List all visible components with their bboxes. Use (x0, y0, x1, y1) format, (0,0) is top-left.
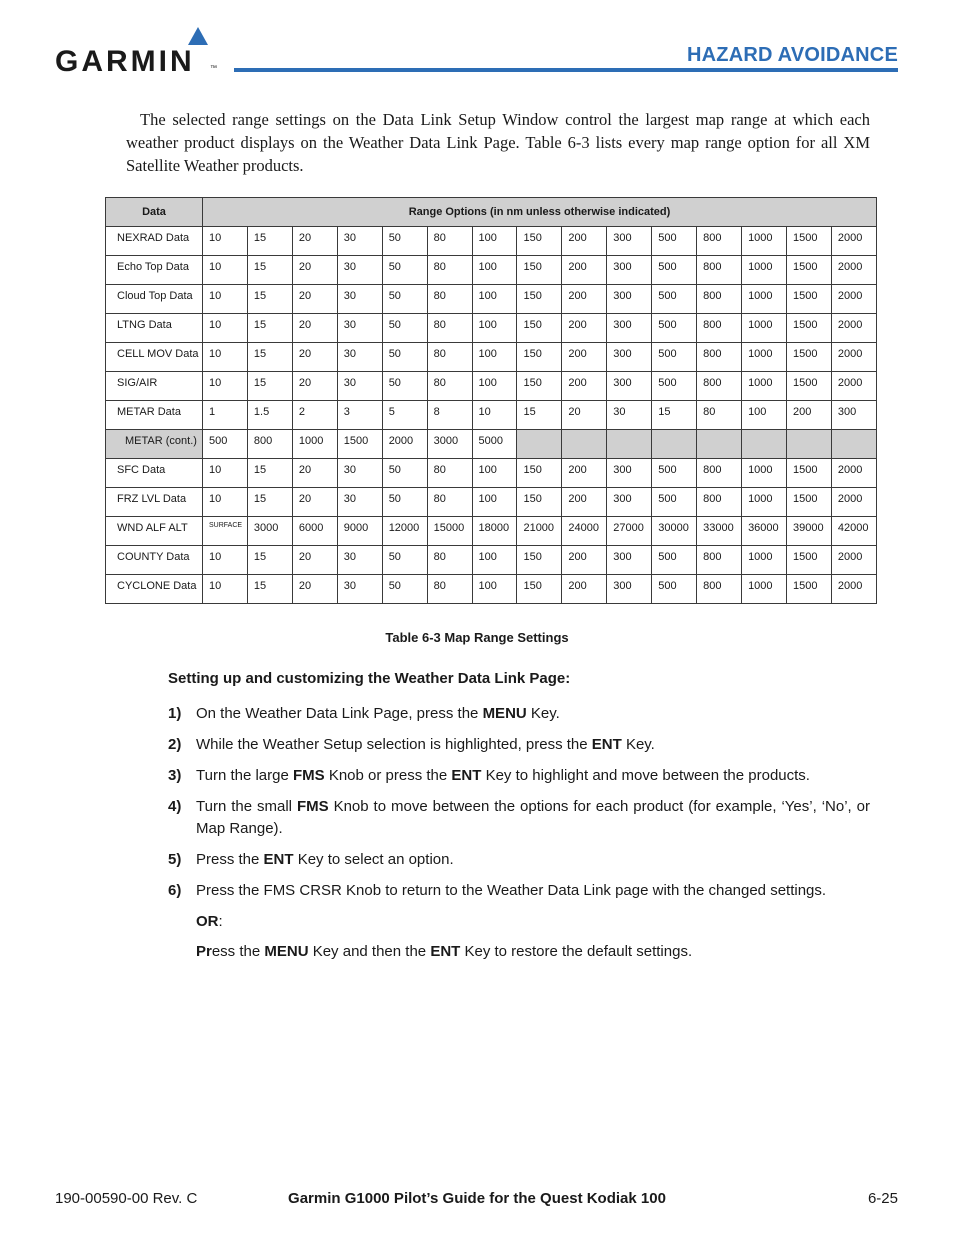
table-row (106, 488, 877, 517)
range-cell: 10 (203, 227, 248, 256)
range-cell: 150 (517, 575, 562, 604)
garmin-logo (55, 27, 220, 78)
header-rule (234, 68, 898, 72)
key-name: Pr (196, 943, 212, 960)
range-cell: 100 (472, 575, 517, 604)
table-row (106, 256, 877, 285)
range-cell: 300 (607, 459, 652, 488)
range-cell: 300 (607, 285, 652, 314)
range-cell: 2000 (831, 575, 876, 604)
range-cell (831, 430, 876, 459)
range-cell: 10 (203, 546, 248, 575)
step-text-part: While the Weather Setup selection is highlighted, press the (196, 736, 592, 753)
steps-title: Setting up and customizing the Weather Data Link Page: (168, 670, 571, 687)
step-number: 4) (168, 798, 182, 815)
footer-part-number: 190-00590-00 Rev. C (55, 1190, 198, 1207)
map-range-table (105, 197, 877, 604)
range-cell: 18000 (472, 517, 517, 546)
range-cell: 39000 (786, 517, 831, 546)
key-name: ENT (451, 767, 482, 784)
range-cell: 1000 (742, 372, 787, 401)
range-cell: 1000 (742, 227, 787, 256)
range-cell: 20 (292, 285, 337, 314)
row-label: SFC Data (106, 459, 203, 488)
step-item (168, 880, 870, 902)
range-cell: 3000 (247, 517, 292, 546)
range-cell: 300 (607, 546, 652, 575)
section-title: HAZARD AVOIDANCE (687, 44, 898, 66)
range-cell: 80 (427, 285, 472, 314)
step-text-part: On the Weather Data Link Page, press the (196, 705, 483, 722)
range-cell: 150 (517, 372, 562, 401)
range-cell: 20 (292, 314, 337, 343)
range-cell: 80 (697, 401, 742, 430)
table-row (106, 430, 877, 459)
key-name: ENT (591, 736, 622, 753)
step-text-part: ess the (211, 943, 265, 960)
range-cell: 50 (382, 285, 427, 314)
step-item (168, 703, 870, 725)
range-cell: 5000 (472, 430, 517, 459)
range-cell: 150 (517, 459, 562, 488)
range-cell: 10 (472, 401, 517, 430)
range-cell: 15 (247, 459, 292, 488)
range-cell: 20 (292, 488, 337, 517)
step-number: 5) (168, 851, 182, 868)
range-cell: 800 (697, 314, 742, 343)
range-cell: 2000 (831, 314, 876, 343)
range-cell: 15 (247, 256, 292, 285)
key-name: MENU (482, 705, 527, 722)
row-label: NEXRAD Data (106, 227, 203, 256)
range-cell: 800 (697, 285, 742, 314)
range-cell: 150 (517, 227, 562, 256)
range-cell: 1500 (337, 430, 382, 459)
key-name: FMS (293, 767, 325, 784)
range-cell: 10 (203, 459, 248, 488)
range-cell: 2000 (831, 488, 876, 517)
range-cell: 50 (382, 546, 427, 575)
range-cell: 80 (427, 575, 472, 604)
range-cell: 500 (652, 343, 697, 372)
range-cell: 15 (517, 401, 562, 430)
range-cell: 1000 (742, 343, 787, 372)
range-cell: 15 (247, 227, 292, 256)
range-cell: 2000 (831, 459, 876, 488)
key-name: ENT (430, 943, 461, 960)
range-cell: 30 (337, 256, 382, 285)
table-row (106, 459, 877, 488)
range-cell: 1500 (786, 372, 831, 401)
range-cell: 800 (697, 372, 742, 401)
range-cell: 1500 (786, 546, 831, 575)
range-cell (742, 430, 787, 459)
range-cell: 30 (337, 372, 382, 401)
range-cell: 12000 (382, 517, 427, 546)
range-cell: 500 (652, 546, 697, 575)
table-row (106, 343, 877, 372)
range-cell: 150 (517, 256, 562, 285)
step-item (168, 796, 870, 840)
range-cell: 300 (607, 575, 652, 604)
step-number: 1) (168, 705, 182, 722)
range-cell: 2 (292, 401, 337, 430)
step-text (196, 796, 870, 840)
range-cell: 9000 (337, 517, 382, 546)
range-cell: 15 (247, 285, 292, 314)
range-cell: 800 (697, 459, 742, 488)
range-cell: 150 (517, 546, 562, 575)
step-text-part: Key. (526, 705, 560, 722)
range-cell: 300 (607, 256, 652, 285)
range-cell: 2000 (831, 546, 876, 575)
step-text-part: Key to select an option. (293, 851, 454, 868)
range-cell: 500 (652, 575, 697, 604)
row-label: CELL MOV Data (106, 343, 203, 372)
key-name: ENT (263, 851, 294, 868)
range-cell (786, 430, 831, 459)
range-cell: 2000 (831, 227, 876, 256)
range-cell: 50 (382, 488, 427, 517)
range-cell: 1500 (786, 575, 831, 604)
range-cell: 30 (607, 401, 652, 430)
range-cell: 200 (562, 314, 607, 343)
range-cell: 1500 (786, 459, 831, 488)
range-cell: 20 (292, 227, 337, 256)
row-label: METAR (cont.) (106, 430, 203, 459)
range-cell: 80 (427, 256, 472, 285)
range-cell: 100 (742, 401, 787, 430)
range-cell: 20 (292, 256, 337, 285)
step-item (168, 734, 870, 756)
range-cell: 15 (247, 343, 292, 372)
range-cell: 800 (697, 488, 742, 517)
range-cell: 5 (382, 401, 427, 430)
range-cell: 50 (382, 459, 427, 488)
range-cell: 1500 (786, 285, 831, 314)
range-cell: 100 (472, 227, 517, 256)
range-cell: 3 (337, 401, 382, 430)
range-cell: 30 (337, 459, 382, 488)
range-cell: 300 (607, 372, 652, 401)
range-cell: 50 (382, 227, 427, 256)
range-cell: 30 (337, 488, 382, 517)
table-header-row (106, 198, 877, 227)
range-cell: 150 (517, 314, 562, 343)
range-cell: 50 (382, 343, 427, 372)
table-row (106, 517, 877, 546)
step-text-part: Key. (621, 736, 655, 753)
range-cell: 42000 (831, 517, 876, 546)
step-number: 3) (168, 767, 182, 784)
range-cell: 1500 (786, 256, 831, 285)
range-cell: 24000 (562, 517, 607, 546)
range-cell: 200 (786, 401, 831, 430)
range-cell: 200 (562, 227, 607, 256)
alt-step (168, 941, 870, 963)
row-label: CYCLONE Data (106, 575, 203, 604)
range-cell: 80 (427, 459, 472, 488)
range-cell: 300 (607, 343, 652, 372)
range-cell: 20 (292, 343, 337, 372)
range-cell (517, 430, 562, 459)
step-number: 6) (168, 882, 182, 899)
range-cell: 80 (427, 227, 472, 256)
range-cell: 1000 (742, 256, 787, 285)
range-cell: 10 (203, 372, 248, 401)
range-cell: 300 (607, 227, 652, 256)
range-cell: 500 (652, 285, 697, 314)
range-cell: 30 (337, 546, 382, 575)
range-cell: 100 (472, 256, 517, 285)
table-row (106, 546, 877, 575)
table-caption: Table 6-3 Map Range Settings (385, 630, 569, 645)
range-cell: 80 (427, 343, 472, 372)
range-cell: 150 (517, 343, 562, 372)
row-label: SIG/AIR (106, 372, 203, 401)
row-label: WND ALF ALT (106, 517, 203, 546)
range-cell: 150 (517, 488, 562, 517)
range-cell: 15 (652, 401, 697, 430)
range-cell: 200 (562, 459, 607, 488)
row-label: Cloud Top Data (106, 285, 203, 314)
header-data: Data (106, 198, 203, 227)
row-label: Echo Top Data (106, 256, 203, 285)
logo-trademark: ™ (210, 65, 217, 72)
range-cell: 1500 (786, 227, 831, 256)
range-cell: 100 (472, 546, 517, 575)
range-cell: 30 (337, 314, 382, 343)
row-label: LTNG Data (106, 314, 203, 343)
step-text-part: Key to restore the default settings. (460, 943, 693, 960)
range-cell: 20 (292, 459, 337, 488)
range-cell: 100 (472, 285, 517, 314)
row-label: FRZ LVL Data (106, 488, 203, 517)
step-number: 2) (168, 736, 182, 753)
range-cell: 80 (427, 372, 472, 401)
range-cell: 50 (382, 256, 427, 285)
range-cell: 2000 (831, 343, 876, 372)
range-cell: 800 (697, 343, 742, 372)
range-cell: 30 (337, 227, 382, 256)
step-text-part: Turn the small (196, 798, 297, 815)
range-cell: 20 (292, 575, 337, 604)
range-cell: 800 (247, 430, 292, 459)
table-row (106, 285, 877, 314)
step-item (168, 849, 870, 871)
range-cell: 15000 (427, 517, 472, 546)
range-cell: 500 (652, 314, 697, 343)
range-cell: 1000 (292, 430, 337, 459)
logo-triangle-icon (188, 27, 208, 45)
range-cell: 100 (472, 459, 517, 488)
or-colon: : (218, 913, 223, 930)
table-row (106, 401, 877, 430)
range-cell: 3000 (427, 430, 472, 459)
step-text (196, 734, 870, 756)
range-cell (607, 430, 652, 459)
step-text (196, 703, 870, 725)
range-cell: 800 (697, 227, 742, 256)
range-cell: 300 (607, 488, 652, 517)
range-cell: 50 (382, 372, 427, 401)
row-label: METAR Data (106, 401, 203, 430)
range-cell: 8 (427, 401, 472, 430)
footer-page-number: 6-25 (867, 1190, 898, 1207)
range-cell: 2000 (831, 256, 876, 285)
range-cell: 27000 (607, 517, 652, 546)
range-cell (652, 430, 697, 459)
range-cell: 100 (472, 314, 517, 343)
range-cell: 10 (203, 256, 248, 285)
range-cell: 300 (831, 401, 876, 430)
range-cell: 30 (337, 285, 382, 314)
range-cell: 1500 (786, 343, 831, 372)
range-cell: 80 (427, 488, 472, 517)
range-cell: 300 (607, 314, 652, 343)
range-cell: 200 (562, 285, 607, 314)
table-row (106, 372, 877, 401)
range-cell: 500 (652, 488, 697, 517)
range-cell: 10 (203, 314, 248, 343)
range-cell: 21000 (517, 517, 562, 546)
step-text (196, 880, 870, 902)
range-cell: 30 (337, 343, 382, 372)
range-cell: 1000 (742, 459, 787, 488)
range-cell: 1000 (742, 285, 787, 314)
intro-paragraph: The selected range settings on the Data Link Setup Window control the largest map range at which each weather product displays on the Weather Data Link Page. Table 6-3 lists every map range option for all XM Satellite Weather products. (126, 110, 870, 175)
range-cell: 100 (472, 488, 517, 517)
range-cell: 200 (562, 372, 607, 401)
range-cell: 800 (697, 575, 742, 604)
range-cell: 20 (292, 372, 337, 401)
range-cell: 200 (562, 343, 607, 372)
range-cell: 33000 (697, 517, 742, 546)
or-label: OR (196, 913, 219, 930)
range-cell: 500 (652, 256, 697, 285)
range-cell: 1000 (742, 546, 787, 575)
range-cell: 10 (203, 343, 248, 372)
range-cell: 50 (382, 314, 427, 343)
step-text (196, 765, 870, 787)
range-cell: 36000 (742, 517, 787, 546)
range-cell: 15 (247, 314, 292, 343)
range-cell: SURFACE (203, 517, 248, 546)
range-cell: 800 (697, 256, 742, 285)
range-cell: 20 (292, 546, 337, 575)
key-name: FMS (296, 798, 329, 815)
table-row (106, 575, 877, 604)
range-cell (562, 430, 607, 459)
table-row (106, 227, 877, 256)
range-cell: 100 (472, 372, 517, 401)
range-cell: 80 (427, 314, 472, 343)
range-cell: 1000 (742, 314, 787, 343)
range-cell: 2000 (831, 285, 876, 314)
range-cell: 15 (247, 546, 292, 575)
range-cell: 1000 (742, 575, 787, 604)
step-text-part: Knob to move between the options for each product (for example, ‘Yes’, ‘No’, or Map Range). (196, 798, 870, 837)
range-cell: 2000 (382, 430, 427, 459)
step-text-part: Press the (196, 851, 264, 868)
range-cell: 100 (472, 343, 517, 372)
footer-title: Garmin G1000 Pilot’s Guide for the Quest Kodiak 100 (288, 1190, 666, 1207)
range-cell: 30 (337, 575, 382, 604)
range-cell: 1500 (786, 314, 831, 343)
range-cell: 15 (247, 372, 292, 401)
key-name: MENU (264, 943, 309, 960)
step-text (196, 849, 870, 871)
range-cell: 500 (652, 372, 697, 401)
range-cell: 1 (203, 401, 248, 430)
step-text-part: Key and then the (308, 943, 431, 960)
range-cell: 500 (652, 227, 697, 256)
range-cell: 2000 (831, 372, 876, 401)
range-cell: 20 (562, 401, 607, 430)
range-cell: 10 (203, 575, 248, 604)
range-cell: 15 (247, 488, 292, 517)
row-label: COUNTY Data (106, 546, 203, 575)
range-cell: 80 (427, 546, 472, 575)
range-cell: 500 (652, 459, 697, 488)
range-cell: 200 (562, 546, 607, 575)
header-range-options: Range Options (in nm unless otherwise indicated) (203, 198, 877, 227)
step-text-part: Key to highlight and move between the products. (481, 767, 810, 784)
range-cell: 150 (517, 285, 562, 314)
range-cell: 30000 (652, 517, 697, 546)
range-cell: 200 (562, 488, 607, 517)
range-cell: 800 (697, 546, 742, 575)
step-item (168, 765, 870, 787)
range-cell: 200 (562, 256, 607, 285)
range-cell: 15 (247, 575, 292, 604)
table-row (106, 314, 877, 343)
range-cell: 50 (382, 575, 427, 604)
range-cell: 1.5 (247, 401, 292, 430)
range-cell (697, 430, 742, 459)
range-cell: 200 (562, 575, 607, 604)
range-cell: 1500 (786, 488, 831, 517)
range-cell: 10 (203, 488, 248, 517)
range-cell: 500 (203, 430, 248, 459)
step-text-part: Press the FMS CRSR Knob to return to the Weather Data Link page with the changed settings. (196, 882, 827, 899)
step-text-part: Turn the large (196, 767, 293, 784)
step-text-part: Knob or press the (324, 767, 452, 784)
range-cell: 1000 (742, 488, 787, 517)
logo-text: GARMIN (55, 45, 195, 78)
or-line (168, 911, 870, 933)
range-cell: 10 (203, 285, 248, 314)
range-cell: 6000 (292, 517, 337, 546)
